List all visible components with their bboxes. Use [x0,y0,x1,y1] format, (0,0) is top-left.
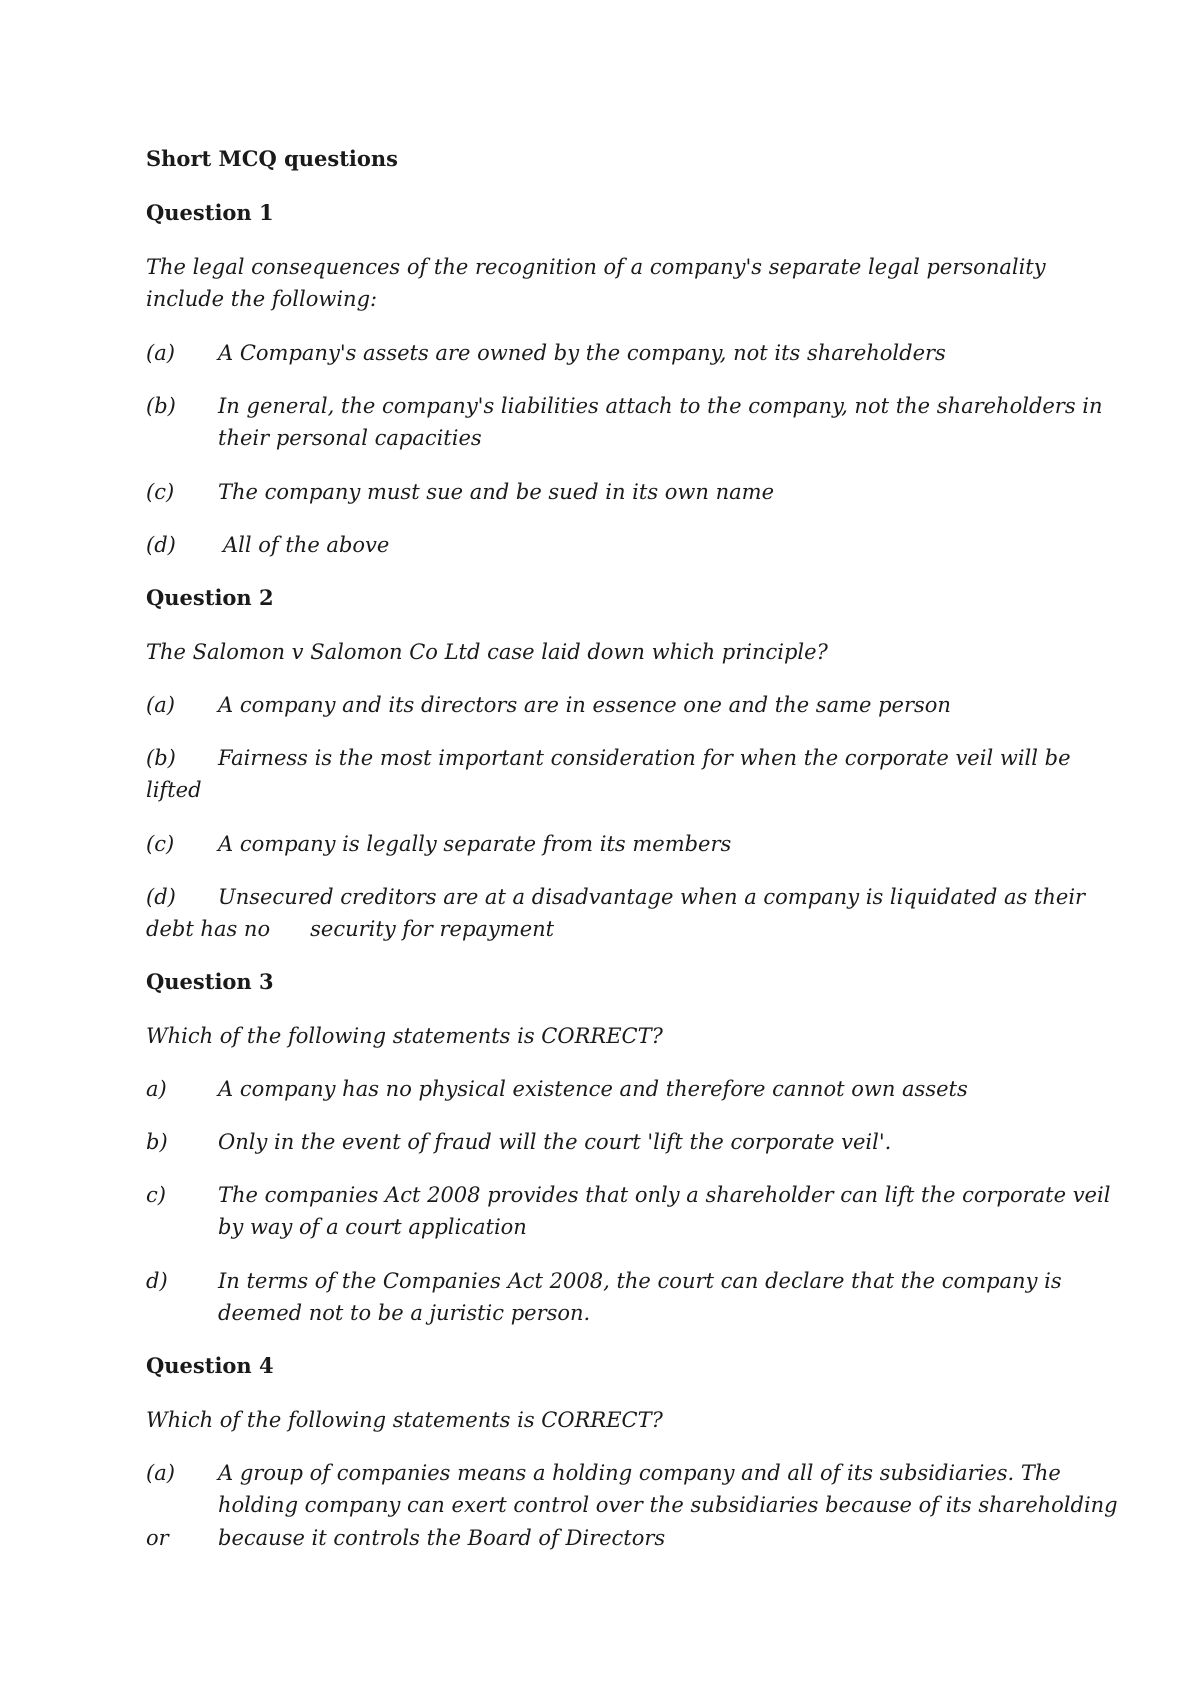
q1-option-d-text: All of the above [223,533,390,557]
q2-option-c-label: (c) [146,832,175,856]
q4-option-a-text-cont: holding company can exert control over the subsidiaries because of its shareholding [218,1493,1118,1517]
q2-option-b-text-cont: lifted [146,778,202,802]
q1-option-b-text-cont: their personal capacities [218,426,482,450]
q3-option-b-text: Only in the event of fraud will the court 'lift the corporate veil'. [218,1130,892,1154]
q4-option-a-text-cont-2: because it controls the Board of Directors [218,1526,666,1550]
q4-option-a-text: A group of companies means a holding company and all of its subsidiaries. The [218,1461,1061,1485]
question-3-stem: Which of the following statements is CORRECT? [146,1024,663,1048]
question-1-stem: The legal consequences of the recognition of a company's separate legal personality include the following: [146,255,1046,311]
q3-option-a-text: A company has no physical existence and therefore cannot own assets [218,1077,968,1101]
q2-option-c-text: A company is legally separate from its members [218,832,732,856]
q2-option-d-label: (d) [146,885,176,909]
q3-option-a-label: a) [146,1077,167,1101]
document-title: Short MCQ questions [146,146,398,171]
q3-option-b-label: b) [146,1130,168,1154]
q3-option-d-label: d) [146,1269,168,1293]
q2-option-d-text-cont: debt has no security for repayment [146,917,555,941]
q3-option-c-text: The companies Act 2008 provides that only a shareholder can lift the corporate veil [218,1183,1111,1207]
q2-option-b-label: (b) [146,746,176,770]
q3-option-c-label: c) [146,1183,166,1207]
q3-option-c-text-cont: by way of a court application [218,1215,527,1239]
question-2-heading: Question 2 [146,585,274,610]
q1-option-a-label: (a) [146,341,175,365]
q3-option-d-text: In terms of the Companies Act 2008, the court can declare that the company is [218,1269,1062,1293]
question-4-stem: Which of the following statements is CORRECT? [146,1408,663,1432]
q4-option-a-label-or: or [146,1526,169,1550]
q1-option-c-label: (c) [146,480,175,504]
q2-option-b-text: Fairness is the most important consideration for when the corporate veil will be [218,746,1071,770]
q1-option-b-text: In general, the company's liabilities attach to the company, not the shareholders in [218,394,1103,418]
question-3-heading: Question 3 [146,969,274,994]
q3-option-d-text-cont: deemed not to be a juristic person. [218,1301,591,1325]
question-1-heading: Question 1 [146,200,274,225]
q2-option-a-label: (a) [146,693,175,717]
q1-option-c-text: The company must sue and be sued in its own name [218,480,774,504]
question-4-heading: Question 4 [146,1353,274,1378]
q1-option-b-label: (b) [146,394,176,418]
q4-option-a-label: (a) [146,1461,175,1485]
q2-option-a-text: A company and its directors are in essence one and the same person [218,693,951,717]
q2-option-d-text: Unsecured creditors are at a disadvantage when a company is liquidated as their [218,885,1086,909]
question-2-stem: The Salomon v Salomon Co Ltd case laid down which principle? [146,640,828,664]
q1-option-d-label: (d) [146,533,176,557]
q1-option-a-text: A Company's assets are owned by the company, not its shareholders [218,341,946,365]
